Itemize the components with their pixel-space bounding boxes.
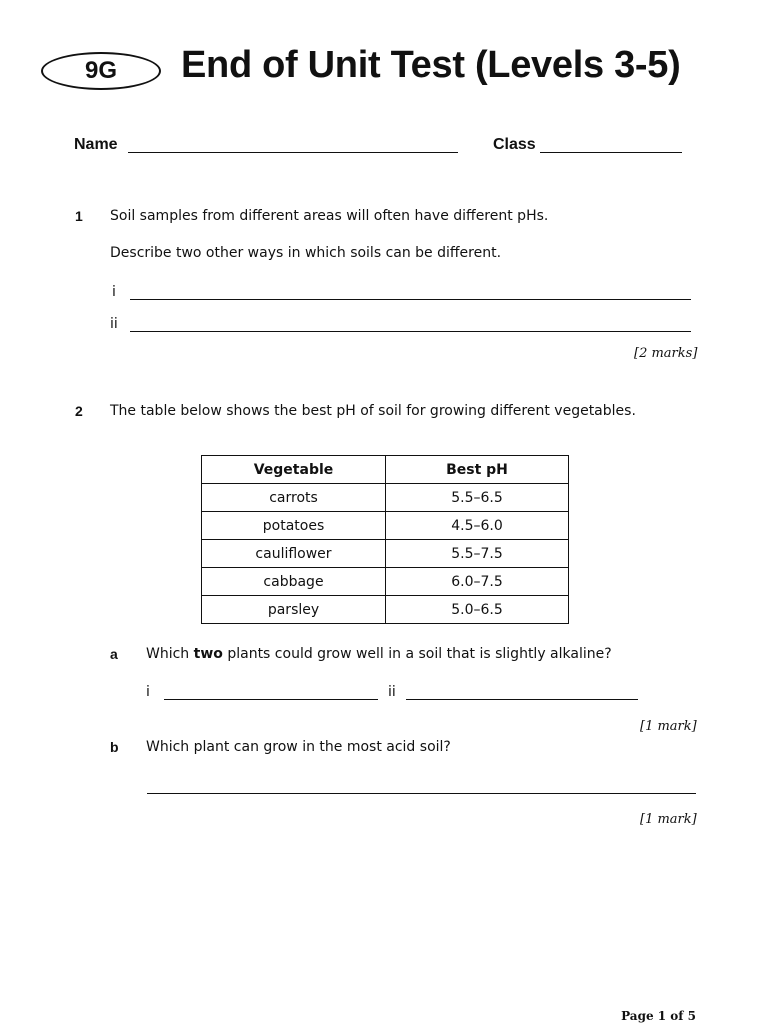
question-1-line-ii-label: ii [110, 316, 118, 332]
table-header-vegetable: Vegetable [202, 456, 386, 484]
question-1-answer-i[interactable] [130, 299, 691, 300]
page-number: Page 1 of 5 [621, 1009, 696, 1023]
ph-cell: 6.0–7.5 [386, 568, 569, 596]
part-a-line-i-label: i [146, 684, 150, 700]
table-row [202, 596, 569, 624]
part-b-question: Which plant can grow in the most acid soil? [146, 739, 451, 755]
ph-cell: 5.5–6.5 [386, 484, 569, 512]
part-a-answer-i[interactable] [164, 699, 378, 700]
table-row [202, 540, 569, 568]
part-a-text-bold: two [193, 646, 223, 662]
vegetable-cell: potatoes [202, 512, 386, 540]
name-label: Name [74, 136, 118, 153]
part-b-answer[interactable] [147, 793, 696, 794]
part-a-line-ii-label: ii [388, 684, 396, 700]
table-header-row [202, 456, 569, 484]
part-a-text-before: Which [146, 646, 194, 662]
class-label: Class [493, 136, 536, 153]
part-b-letter: b [110, 739, 119, 755]
question-2-intro: The table below shows the best pH of soil for growing different vegetables. [110, 403, 636, 419]
part-a-answer-ii[interactable] [406, 699, 638, 700]
part-a-letter: a [110, 646, 118, 662]
question-2-number: 2 [75, 403, 83, 419]
unit-code: 9G [84, 57, 117, 84]
table-row [202, 512, 569, 540]
unit-badge [41, 52, 161, 90]
vegetable-cell: carrots [202, 484, 386, 512]
question-1-number: 1 [75, 208, 83, 224]
vegetable-cell: cauliflower [202, 540, 386, 568]
name-field[interactable] [128, 152, 458, 153]
ph-cell: 4.5–6.0 [386, 512, 569, 540]
class-field[interactable] [540, 152, 682, 153]
part-b-marks: [1 mark] [640, 812, 697, 827]
vegetable-cell: parsley [202, 596, 386, 624]
part-a-marks: [1 mark] [640, 719, 697, 734]
ph-cell: 5.5–7.5 [386, 540, 569, 568]
question-1-line-i-label: i [112, 284, 116, 300]
page-title: End of Unit Test (Levels 3-5) [181, 44, 681, 86]
ph-cell: 5.0–6.5 [386, 596, 569, 624]
table-header-best-ph: Best pH [386, 456, 569, 484]
part-a-text-after: plants could grow well in a soil that is slightly alkaline? [222, 646, 612, 662]
question-1-statement: Soil samples from different areas will often have different pHs. [110, 208, 549, 224]
part-a-question [146, 646, 612, 662]
table-row [202, 484, 569, 512]
vegetable-ph-table [201, 455, 569, 624]
question-1-answer-ii[interactable] [130, 331, 691, 332]
table-row [202, 568, 569, 596]
question-1-marks: [2 marks] [634, 346, 698, 361]
question-1-prompt: Describe two other ways in which soils can be different. [110, 245, 502, 261]
vegetable-cell: cabbage [202, 568, 386, 596]
